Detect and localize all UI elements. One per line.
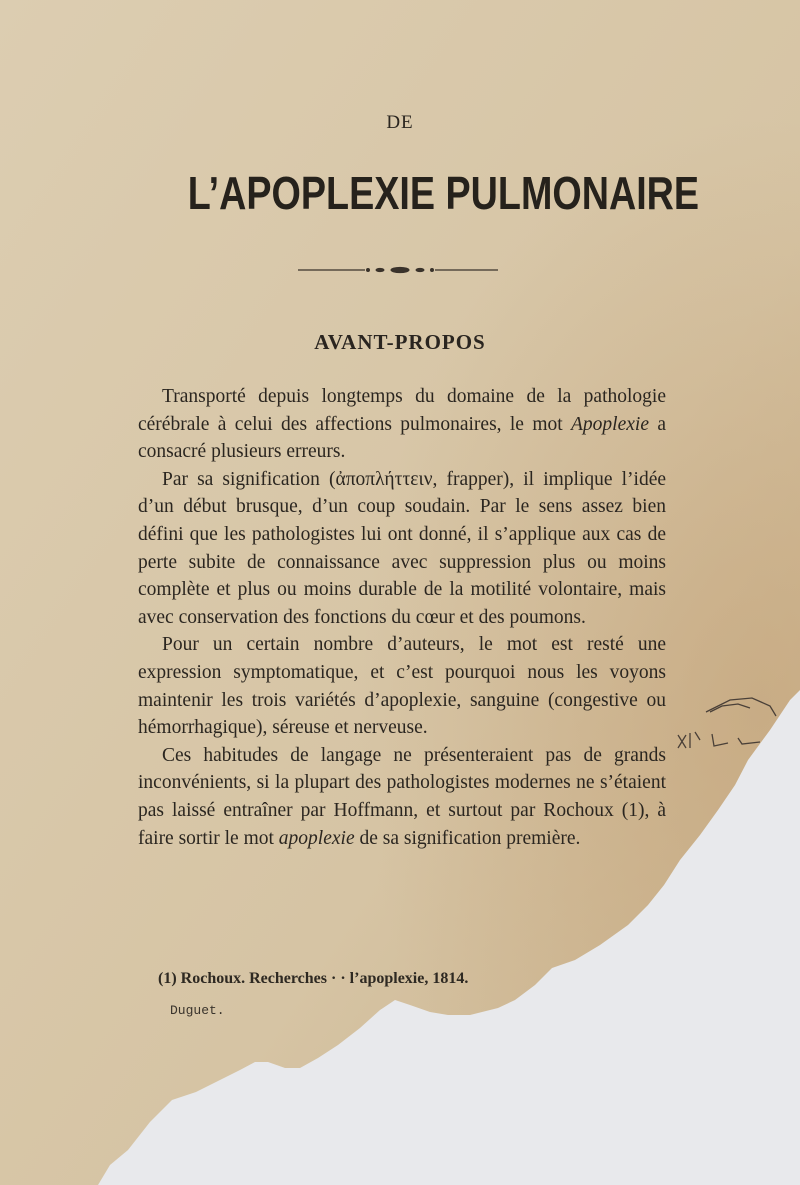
body-text	[138, 383, 666, 852]
footnote: (1) Rochoux. Recherches · · l’apoplexie, 1814.	[158, 970, 469, 987]
paragraph-3: Pour un certain nombre d’auteurs, le mot est resté une expression symptomatique, et c’est pourquoi nous les voyons maintenir les trois variétés d’apoplexie, sanguine (congestive ou hémorrhagique), séreuse et nerveuse.	[138, 634, 666, 739]
page-title: L’APOPLEXIE PULMONAIRE	[187, 167, 700, 219]
paragraph-1: Transporté depuis longtemps du domaine de la pathologie cérébrale à celui des affections pulmonaires, le mot Apoplexie a consacré plusieurs erreurs.	[138, 386, 666, 463]
signature: Duguet.	[170, 1003, 225, 1018]
section-title: AVANT-PROPOS	[314, 330, 486, 354]
italic-term: Apoplexie	[571, 413, 649, 435]
header-prefix: DE	[386, 112, 414, 133]
paragraph-2: Par sa signification (ἀποπλήττειν, frapper), il implique l’idée d’un début brusque, d’un coup soudain. Par le sens assez bien défini que les pathologistes lui ont donné, il s’applique aux cas de perte subite de connaissance avec suppression plus ou moins complète et plus ou moins durable de la motilité volontaire, mais avec conservation des fonctions du cœur et des poumons.	[138, 468, 666, 628]
paragraph-4: Ces habitudes de langage ne présenteraient pas de grands inconvénients, si la plupart des pathologistes modernes ne s’étaient pas laissé entraîner par Hoffmann, et surtout par Rochoux (1), à faire sortir le mot apoplexie de sa signification première.	[138, 744, 666, 849]
italic-term: apoplexie	[278, 827, 355, 849]
